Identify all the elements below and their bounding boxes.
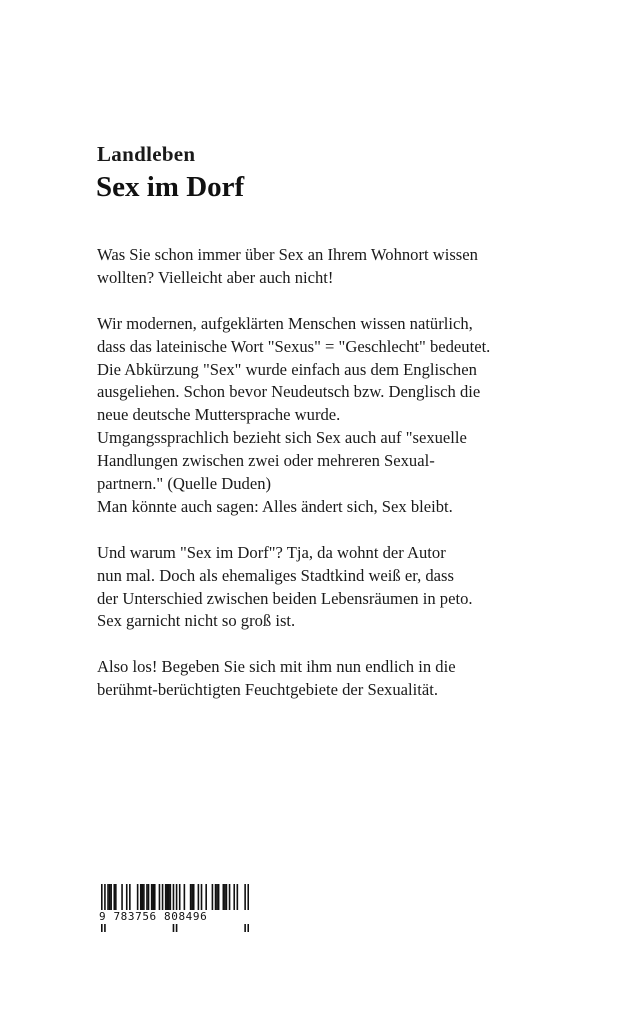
blurb-line: Die Abkürzung "Sex" wurde einfach aus dem Englischen <box>97 359 477 379</box>
blurb-paragraph <box>97 244 537 290</box>
blurb-text <box>97 244 537 725</box>
barcode-bar <box>148 884 150 910</box>
barcode-bar <box>143 884 145 910</box>
barcode-bar <box>247 884 249 932</box>
barcode-bar <box>205 884 207 910</box>
barcode-bar <box>215 884 217 910</box>
blurb-line: Und warum "Sex im Dorf"? Tja, da wohnt der Autor <box>97 542 446 562</box>
barcode-bar <box>146 884 148 910</box>
barcode-bar <box>162 884 164 910</box>
blurb-line: nun mal. Doch als ehemaliges Stadtkind weiß er, dass <box>97 565 454 585</box>
barcode-bar <box>173 884 175 932</box>
barcode-bar <box>223 884 225 910</box>
barcode-bar <box>152 884 154 910</box>
barcode-bar <box>193 884 195 910</box>
barcode-bar <box>126 884 128 910</box>
barcode-bar <box>104 884 106 932</box>
barcode-bar <box>168 884 170 910</box>
blurb-line: Wir modernen, aufgeklärten Menschen wissen natürlich, <box>97 313 473 333</box>
blurb-line: Man könnte auch sagen: Alles ändert sich, Sex bleibt. <box>97 496 453 516</box>
barcode-bar <box>190 884 192 910</box>
barcode-bar <box>121 884 123 910</box>
blurb-line: neue deutsche Muttersprache wurde. <box>97 405 341 425</box>
barcode-bar <box>176 884 178 932</box>
barcode-bar <box>151 884 153 910</box>
barcode-bar <box>115 884 117 910</box>
blurb-line: Handlungen zwischen zwei oder mehreren Sexual- <box>97 451 435 471</box>
book-title: Sex im Dorf <box>96 171 245 203</box>
barcode-bar <box>109 884 111 910</box>
blurb-line: Sex garnicht nicht so groß ist. <box>97 611 296 631</box>
blurb-line: Umgangssprachlich bezieht sich Sex auch auf "sexuelle <box>97 428 467 448</box>
barcode-bar <box>216 884 218 910</box>
blurb-line: Also los! Begeben Sie sich mit ihm nun endlich in die <box>97 657 456 677</box>
blurb-paragraph <box>97 542 537 634</box>
barcode-bar <box>244 884 246 932</box>
barcode-bar <box>233 884 235 910</box>
barcode-bar <box>142 884 144 910</box>
barcode-bar <box>107 884 109 910</box>
barcode-bar <box>129 884 131 910</box>
barcode-graphic <box>101 884 249 932</box>
blurb-line: der Unterschied zwischen beiden Lebensräumen in peto. <box>97 588 473 608</box>
barcode-bar <box>229 884 231 910</box>
barcode-bar <box>166 884 168 910</box>
blurb-line: Was Sie schon immer über Sex an Ihrem Wohnort wissen <box>97 245 478 264</box>
barcode-bar <box>191 884 193 910</box>
barcode-bar <box>179 884 181 910</box>
barcode-bar <box>212 884 214 910</box>
barcode-bar <box>110 884 112 910</box>
barcode-bar <box>154 884 156 910</box>
blurb-line: dass das lateinische Wort "Sexus" = "Geschlecht" bedeutet. <box>97 336 491 356</box>
barcode-bar <box>218 884 220 910</box>
barcode-bar <box>201 884 203 910</box>
barcode-bar <box>140 884 142 910</box>
barcode-bar <box>237 884 239 910</box>
barcode-bar <box>170 884 172 910</box>
blurb-paragraph <box>97 656 537 702</box>
barcode-bar <box>113 884 115 910</box>
blurb-paragraph <box>97 313 537 519</box>
barcode-bar <box>165 884 167 910</box>
isbn-barcode <box>101 884 249 932</box>
barcode-bar <box>101 884 103 932</box>
barcode-bar <box>226 884 228 910</box>
blurb-line: wollten? Vielleicht aber auch nicht! <box>97 267 334 287</box>
book-subtitle: Landleben <box>97 142 196 166</box>
blurb-line: partnern." (Quelle Duden) <box>97 474 272 494</box>
barcode-bar <box>159 884 161 910</box>
barcode-bar <box>184 884 186 910</box>
blurb-line: berühmt-berüchtigten Feuchtgebiete der Sexualität. <box>97 680 438 700</box>
barcode-bar <box>224 884 226 910</box>
barcode-bar <box>198 884 200 910</box>
barcode-bar <box>137 884 139 910</box>
blurb-line: ausgeliehen. Schon bevor Neudeutsch bzw. Denglisch die <box>97 382 481 402</box>
isbn-number: 9 783756 808496 <box>99 910 251 924</box>
